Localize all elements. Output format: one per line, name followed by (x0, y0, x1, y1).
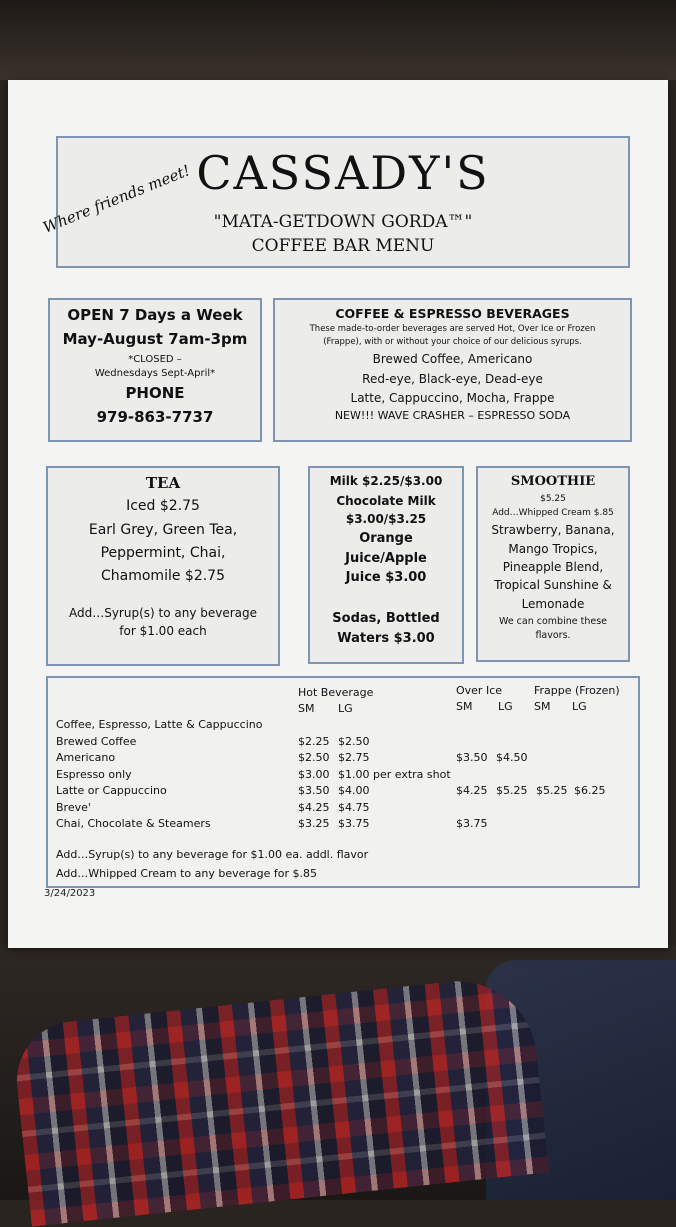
milk-line-1: Milk $2.25/$3.00 (329, 474, 443, 488)
menu-date: 3/24/2023 (44, 888, 96, 899)
season-hours: May-August 7am-3pm (62, 330, 248, 348)
table-row-name: Chai, Chocolate & Steamers (56, 817, 211, 830)
beverages-line-2: Red-eye, Black-eye, Dead-eye (362, 372, 543, 386)
menu-sheet (8, 80, 668, 948)
col-hot-sm: SM (298, 702, 315, 715)
table-cell-hot-lg: $2.50 (338, 734, 370, 748)
col-ice-sm: SM (456, 700, 473, 713)
smoothie-line-1: Strawberry, Banana, (491, 523, 615, 537)
table-cell-hot-sm: $4.25 (298, 800, 330, 814)
smoothie-title: SMOOTHIE (510, 474, 596, 489)
beverages-line-1: Brewed Coffee, Americano (372, 352, 533, 366)
beverages-line-3: Latte, Cappuccino, Mocha, Frappe (350, 391, 555, 405)
beverages-desc-1: These made-to-order beverages are served Hot, Over Ice or Frozen (309, 324, 596, 334)
tagline: Where friends meet! (40, 161, 193, 237)
table-cell-hot-sm: $2.25 (298, 734, 330, 748)
table-cell-ice-lg: $5.25 (496, 784, 528, 797)
table-row-name: Breve' (56, 800, 91, 814)
table-cell-fr-sm: $5.25 (536, 784, 568, 797)
table-cell-ice-sm: $3.75 (456, 817, 488, 830)
table-cell-hot-lg: $4.00 (338, 784, 370, 797)
table-row-name: Espresso only (56, 767, 132, 781)
milk-line-4: Orange (359, 531, 413, 546)
col-frappe: Frappe (Frozen) (534, 684, 620, 697)
closed-note-2: Wednesdays Sept-April* (94, 368, 216, 379)
smoothie-line-3: Pineapple Blend, (502, 560, 604, 574)
col-over-ice: Over Ice (456, 684, 503, 697)
open-days: OPEN 7 Days a Week (67, 306, 243, 324)
beverages-box (273, 298, 632, 442)
table-add-cream: Add…Whipped Cream to any beverage for $.85 (56, 867, 318, 880)
table-row-name: Coffee, Espresso, Latte & Cappuccino (56, 718, 263, 731)
col-hot-lg: LG (338, 702, 353, 715)
smoothie-note-1: We can combine these (498, 616, 608, 627)
price-table (46, 676, 640, 888)
smoothie-note-2: flavors. (535, 630, 571, 641)
table-cell-hot-lg: $3.75 (338, 817, 370, 830)
tea-add-2: for $1.00 each (119, 624, 207, 638)
table-add-syrup: Add…Syrup(s) to any beverage for $1.00 ea. addl. flavor (56, 848, 369, 861)
table-cell-hot-lg: $4.75 (338, 800, 370, 814)
table-cell-ice-sm: $3.50 (456, 751, 488, 764)
col-hot-beverage: Hot Beverage (298, 686, 374, 699)
table-cell-ice-lg: $4.50 (496, 751, 528, 764)
milk-line-6: Juice $3.00 (345, 570, 427, 585)
milk-line-8: Waters $3.00 (337, 631, 435, 646)
milk-line-5: Juice/Apple (345, 551, 427, 566)
table-surface-top (0, 0, 676, 80)
table-row-name: Latte or Cappuccino (56, 784, 167, 797)
brand-name: CASSADY'S (196, 146, 490, 200)
phone-number: 979-863-7737 (96, 408, 214, 426)
table-cell-fr-lg: $6.25 (574, 784, 606, 797)
tea-line-3: Chamomile $2.75 (101, 568, 225, 584)
hours-box (48, 298, 262, 442)
table-row-name: Brewed Coffee (56, 734, 137, 748)
table-cell-hot-sm: $3.00 (298, 767, 330, 781)
tea-add-1: Add…Syrup(s) to any beverage (68, 606, 258, 620)
table-cell-hot-lg: $1.00 per extra shot (338, 767, 451, 781)
menu-header (40, 136, 630, 268)
smoothie-line-4: Tropical Sunshine & (494, 578, 612, 592)
smoothie-add: Add…Whipped Cream $.85 (492, 508, 614, 518)
milk-line-3: $3.00/$3.25 (345, 512, 427, 526)
smoothie-box (476, 466, 630, 662)
tea-iced: Iced $2.75 (126, 498, 200, 514)
tea-line-1: Earl Grey, Green Tea, (88, 522, 238, 538)
beverages-title: COFFEE & ESPRESSO BEVERAGES (335, 306, 570, 321)
beverages-line-4: NEW!!! WAVE CRASHER – ESPRESSO SODA (334, 409, 571, 422)
table-cell-hot-sm: $2.50 (298, 751, 330, 764)
subtitle: "MATA-GETDOWN GORDA™" (213, 212, 473, 232)
milk-line-7: Sodas, Bottled (332, 611, 440, 626)
tea-line-2: Peppermint, Chai, (100, 545, 226, 561)
milk-juice-box (308, 466, 464, 664)
smoothie-price: $5.25 (540, 494, 566, 504)
col-ice-lg: LG (498, 700, 513, 713)
smoothie-line-2: Mango Tropics, (508, 542, 598, 556)
tea-box (46, 466, 280, 666)
phone-label: PHONE (125, 384, 185, 402)
menu-title: COFFEE BAR MENU (251, 236, 435, 256)
milk-line-2: Chocolate Milk (336, 494, 436, 508)
col-frappe-sm: SM (534, 700, 551, 713)
table-row-name: Americano (56, 751, 116, 764)
table-cell-ice-sm: $4.25 (456, 784, 488, 797)
tea-title: TEA (145, 474, 181, 492)
closed-note-1: *CLOSED – (128, 354, 182, 365)
beverages-desc-2: (Frappe), with or without your choice of our delicious syrups. (323, 337, 582, 347)
table-cell-hot-lg: $2.75 (338, 751, 370, 764)
smoothie-line-5: Lemonade (521, 597, 585, 611)
table-cell-hot-sm: $3.50 (298, 784, 330, 797)
col-frappe-lg: LG (572, 700, 587, 713)
table-cell-hot-sm: $3.25 (298, 817, 330, 830)
